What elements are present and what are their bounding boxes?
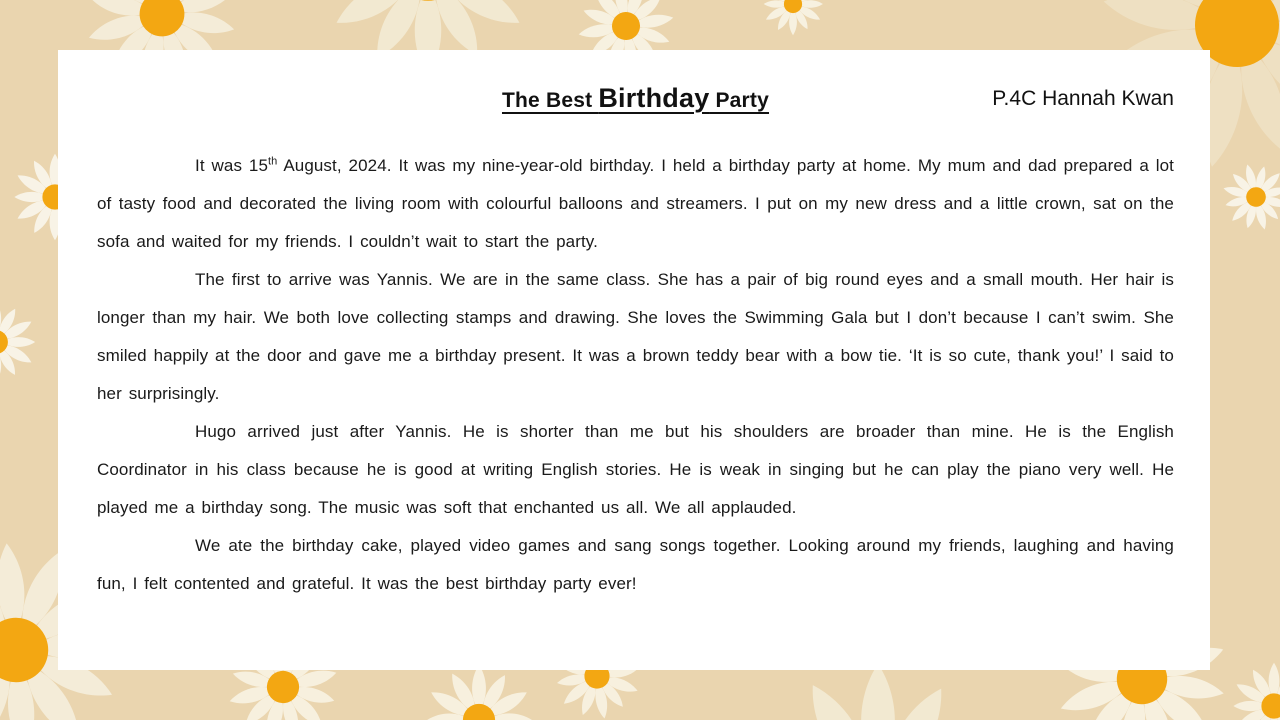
ordinal-superscript: th — [268, 155, 278, 168]
paragraph-text: It was 15 — [195, 156, 269, 175]
daisy-icon — [752, 664, 1007, 720]
essay-title-post: Party — [709, 89, 770, 112]
paragraph-text: We ate the birthday cake, played video games and sang songs together. Looking around my friends, laughing and having fun, I felt contented and grateful. It was the best birthday party ever! — [97, 536, 1174, 593]
paragraph-text: The first to arrive was Yannis. We are in the same class. She has a pair of big round eyes and a small mouth. Her hair is longer than my hair. We both love collecting stamps and drawing. She loves the Swimming Gala but I don’t because I can’t swim. She smiled happily at the door and gave me a birthday present. It was a brown teddy bear with a bow tie. ‘It is so cute, thank you!’ I said to her surprisingly. — [97, 270, 1174, 403]
daisy-icon — [1217, 156, 1280, 237]
essay-header — [97, 83, 1174, 125]
daisy-icon — [427, 665, 532, 720]
essay-card — [58, 50, 1210, 670]
essay-title-pre: The Best — [501, 89, 599, 112]
essay-paragraph-4 — [97, 527, 1174, 603]
paragraph-text: August, 2024. It was my nine-year-old birthday. I held a birthday party at home. My mum and dad prepared a lot of tasty food and decorated the living room with colourful balloons and streamers. I put on my new dress and a little crown, sat on the sofa and waited for my friends. I couldn’t wait to start the party. — [97, 156, 1174, 251]
essay-body — [97, 147, 1174, 603]
daisy-icon — [764, 0, 823, 35]
essay-paragraph-1 — [97, 147, 1174, 261]
essay-title-emphasis: Birthday — [598, 83, 710, 113]
essay-paragraph-2 — [97, 261, 1174, 413]
author-byline: P.4C Hannah Kwan — [992, 87, 1174, 110]
daisy-icon — [0, 301, 35, 383]
paragraph-text: Hugo arrived just after Yannis. He is shorter than me but his shoulders are broader than mine. He is the English Coordinator in his class because he is good at writing English stories. He is weak in singing but he can play the piano very well. He played me a birthday song. The music was soft that enchanted us all. We all applauded. — [97, 422, 1174, 517]
essay-paragraph-3 — [97, 413, 1174, 527]
daisy-icon — [1233, 663, 1280, 720]
